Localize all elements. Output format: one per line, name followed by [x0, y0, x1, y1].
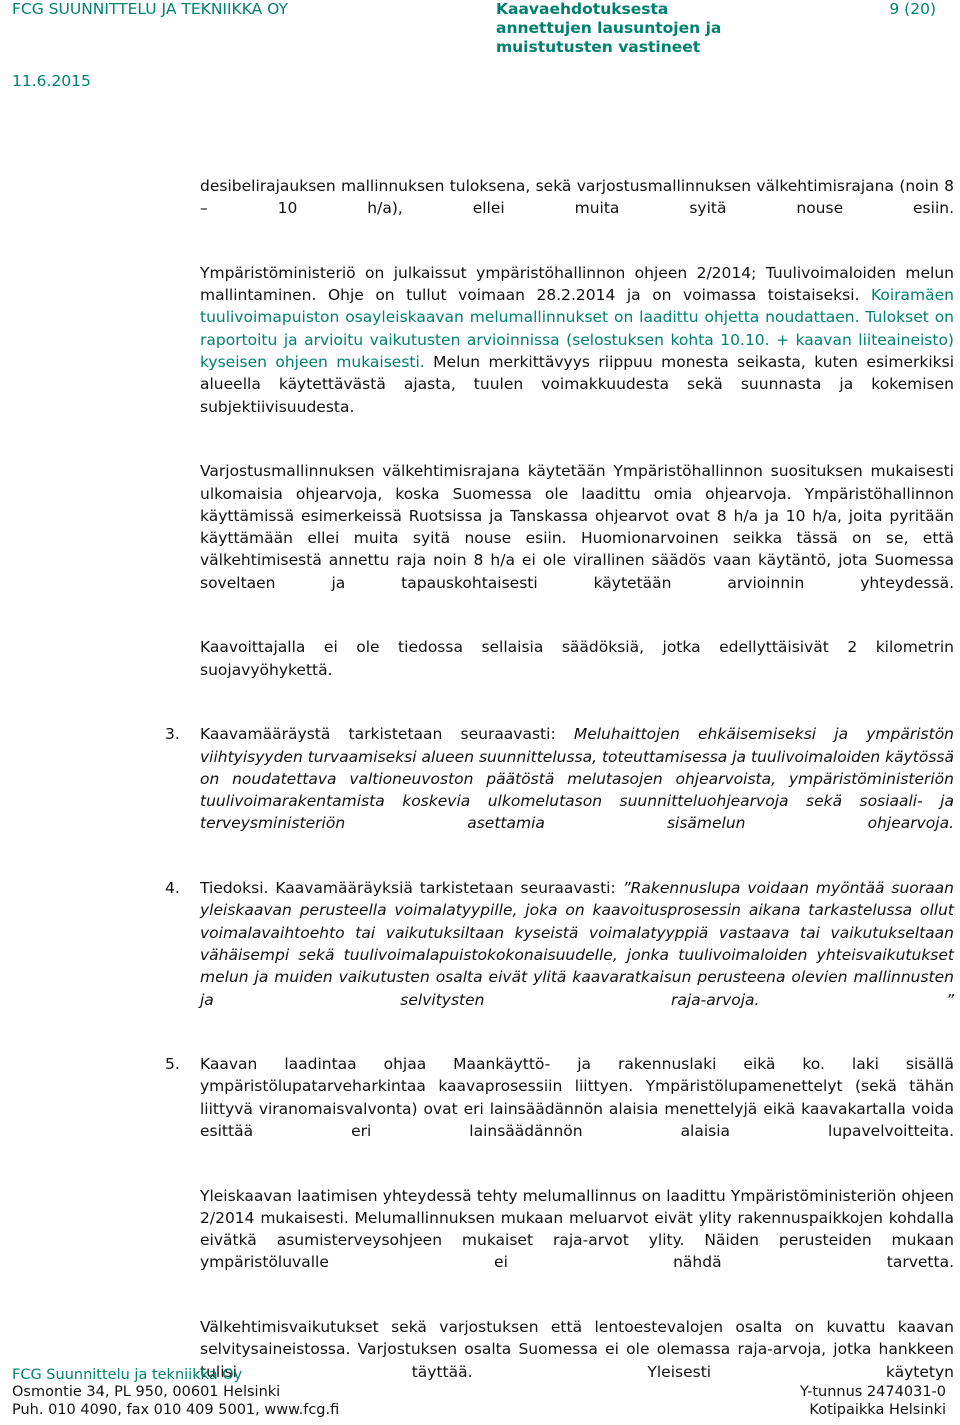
- document-title: [496, 0, 721, 57]
- highlighted-sentence: Koiramäen tuulivoimapuiston osayleiskaavan melumallinnukset on laadittu ohjetta noudattaen. Tulokset on raportoitu ja arvioitu vaikutusten arvioinnissa (selostuksen kohta 10.10.: [200, 286, 954, 349]
- item-text: Kaavan laadintaa ohjaa Maankäyttö- ja rakennuslaki eikä ko. laki sisällä ympäristölupatarveharkintaa kaavaprosessiin liittyen. Ympäristölupamenettelyt (sekä tähän liittyvä viranomaisvalvonta) ovat eri lainsäädännön alaisia menettelyjä eikä kaavakartalla voida esittää eri lainsäädännön alaisia lupavelvoitteita.: [200, 1055, 954, 1140]
- sentence: Melun merkittävyys riippuu monesta seikasta, kuten esimerkiksi alueella käytettävästä ajasta, tuulen voimakkuudesta sekä suunnasta ja kokemisen subjektiivisuudesta.: [200, 353, 954, 416]
- title-line: Kaavaehdotuksesta: [496, 0, 669, 18]
- footer-company: FCG Suunnittelu ja tekniikka Oy: [12, 1367, 243, 1383]
- paragraph: Yleiskaavan laatimisen yhteydessä tehty melumallinnus on laadittu Ympäristöministeriön ohjeen 2/2014 mukaisesti. Melumallinnuksen mukaan meluarvot eivät ylity rakennuspaikkojen kohdalla eivätkä asumisterveysohjeen mukaiset raja-arvot ylity. Näiden perusteiden mukaan ympäristöluvalle ei nähdä tarvetta.: [200, 1186, 954, 1272]
- item-text: Tiedoksi. Kaavamääräyksiä tarkistetaan seuraavasti:: [200, 879, 623, 898]
- list-item: [165, 877, 954, 1033]
- footer-business-id: Y-tunnus 2474031-0: [799, 1384, 946, 1400]
- highlighted-sentence: + kaavan liiteaineisto) kyseisen ohjeen mukaisesti.: [200, 330, 954, 372]
- paragraph: Varjostusmallinnuksen välkehtimisrajana käytetään Ympäristöhallinnon suosituksen mukaisesti ulkomaisia ohjearvoja, koska Suomessa ole laadittu omia ohjearvoja. Ympäristöhallinnon käyttämissä esimerkeissä Ruotsissa ja Tanskassa ohjearvot ovat 8 h/a ja 10 h/a, joita pyritään käyttämään ellei muita syitä nouse esiin. Huomionarvoinen seikka tässä on se, että välkehtimisestä annettu raja noin 8 h/a ei ole virallinen säädös vaan käytäntö, jota Suomessa soveltaen ja tapauskohtaisesti käytetään arvioinnin yhteydessä.: [200, 462, 954, 592]
- paragraph: [200, 262, 954, 440]
- title-line: annettujen lausuntojen ja: [496, 19, 722, 37]
- document-date: 11.6.2015: [12, 72, 91, 90]
- item-italic-text: Meluhaittojen ehkäisemiseksi ja ympäristön viihtyisyyden turvaamiseksi alueen suunnittelussa, toteuttamisessa ja tuulivoimaloiden käytössä on noudatettava valtioneuvoston päätöstä melutasojen ohjearvoista, ympäristöministeriön tuulivoimarakentamista koskevia ulkomelutason suunnitteluohjearvoja sekä sosiaali- ja terveysministeriön asettamia sisämelun ohjearvoja.: [200, 725, 955, 833]
- sentence: Ympäristöministeriö on julkaissut ympäristöhallinnon ohjeen 2/2014; Tuulivoimaloiden melun mallintaminen. Ohje on tullut voimaan 28.2.2014 ja on voimassa toistaiseksi.: [200, 263, 954, 305]
- paragraph: Kaavoittajalla ei ole tiedossa sellaisia säädöksiä, jotka edellyttäisivät 2 kilometrin suojavyöhykettä.: [200, 638, 954, 679]
- paragraph: desibelirajauksen mallinnuksen tuloksena, sekä varjostusmallinnuksen välkehtimisrajana (noin 8 – 10 h/a), ellei muita syitä nouse esiin.: [200, 177, 954, 218]
- page-number: 9 (20): [889, 0, 936, 18]
- footer-contact: Puh. 010 4090, fax 010 409 5001, www.fcg.fi: [12, 1402, 340, 1418]
- list-number: 3.: [165, 725, 180, 744]
- item-italic-text: ”Rakennuslupa voidaan myöntää suoraan yleiskaavan perusteella voimalatyypille, joka on kaavoitusprosessin aikana tarkastelussa ollut voimalavaihtoehto tai vaikutuksiltaan kyseistä voimalatyyppiä vastaava tai vaikutukseltaan vähäisempi sekä tuulivoimalapuistokokonaisuudelle, jonka tuulivoimaloiden yhteisvaikutukset melun ja muiden vaikutusten osalta eivät ylitä kaavaratkaisun perusteena olevien mallinnusten ja selvitysten raja-arvoja. ”: [200, 879, 954, 1009]
- list-number: 5.: [165, 1055, 180, 1074]
- list-number: 4.: [165, 879, 180, 898]
- footer-address: Osmontie 34, PL 950, 00601 Helsinki: [12, 1384, 281, 1400]
- list-item: [165, 1053, 954, 1164]
- list-item: [165, 723, 955, 857]
- title-line: muistutusten vastineet: [496, 38, 701, 56]
- footer-domicile: Kotipaikka Helsinki: [809, 1402, 946, 1418]
- item-text: Kaavamääräystä tarkistetaan seuraavasti:: [200, 725, 574, 744]
- paragraph: Välkehtimisvaikutukset sekä varjostuksen että lentoestevalojen osalta on kuvattu kaavan selvitysaineistossa. Varjostuksen osalta Suomessa ei ole olemassa raja-arvoja, jotka hankkeen tulisi täyttää. Yleisesti käytetyn: [200, 1318, 954, 1381]
- company-name: FCG SUUNNITTELU JA TEKNIIKKA OY: [12, 0, 288, 18]
